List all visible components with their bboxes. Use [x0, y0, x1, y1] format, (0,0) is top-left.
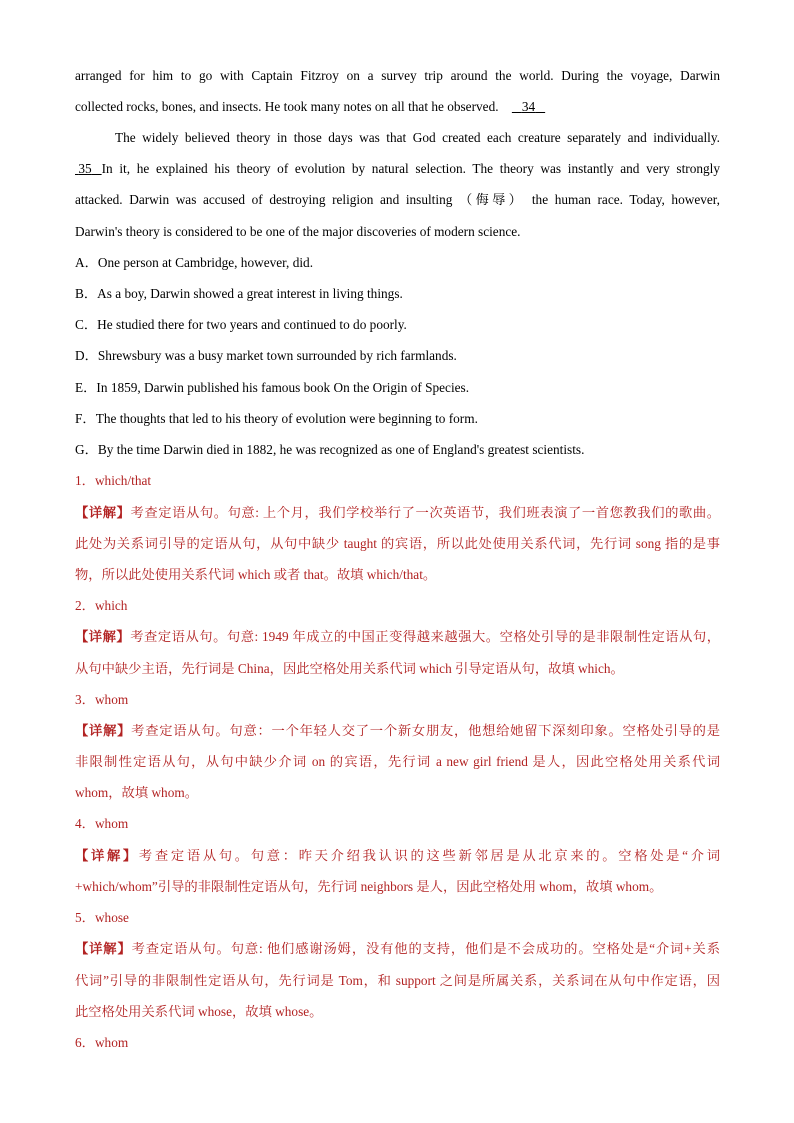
explanation-tag: 【详解】: [75, 941, 132, 956]
option-item: E．In 1859, Darwin published his famous book On the Origin of Species.: [75, 380, 470, 395]
explanation-line: 此空格处用关系代词 whose，故填 whose。: [75, 1004, 323, 1019]
option-item: A．One person at Cambridge, however, did.: [75, 255, 314, 270]
explanation-tag: 【详解】: [75, 505, 131, 520]
passage-line: [75, 160, 720, 178]
passage-text: In it, he explained his theory of evolution by natural selection. The theory was instantly and very strongly: [101, 161, 720, 176]
explanation-tag: 【详解】: [75, 723, 132, 738]
explanation-line: whom，故填 whom。: [75, 785, 198, 800]
answer-number: 3．whom: [75, 692, 129, 707]
option-item: B．As a boy, Darwin showed a great interest in living things.: [75, 286, 403, 301]
blank-35: 35: [78, 161, 92, 176]
option-item: G．By the time Darwin died in 1882, he was recognized as one of England's greatest scientists.: [75, 442, 585, 457]
explanation-tag: 【详解】: [75, 848, 139, 863]
answer-number: 4．whom: [75, 816, 129, 831]
option-item: C．He studied there for two years and continued to do poorly.: [75, 317, 407, 332]
explanation-line: +which/whom”引导的非限制性定语从句，先行词 neighbors 是人，因此空格处用 whom，故填 whom。: [75, 879, 663, 894]
passage-line: Darwin's theory is considered to be one of the major discoveries of modern science.: [75, 224, 521, 239]
passage-line: attacked. Darwin was accused of destroying religion and insulting （侮辱） the human race. Today, however,: [75, 192, 720, 207]
explanation-line: 【详解】考查定语从句。句意: 上个月，我们学校举行了一次英语节，我们班表演了一首您教我们的歌曲。: [75, 505, 720, 520]
explanation-line: 【详解】考查定语从句。句意: 1949 年成立的中国正变得越来越强大。空格处引导的是非限制性定语从句，: [75, 629, 721, 644]
explanation-tag: 【详解】: [75, 629, 131, 644]
answer-number: 5．whose: [75, 910, 129, 925]
explanation-line: 【详解】考查定语从句。句意：一个年轻人交了一个新女朋友，他想给她留下深刻印象。空格处引导的是: [75, 723, 721, 738]
answer-number: 1．which/that: [75, 473, 152, 488]
explanation-line: 【详解】考查定语从句。句意: 他们感谢汤姆，没有他的支持，他们是不会成功的。空格处是“介词+关系: [75, 941, 720, 956]
explanation-line: 物，所以此处使用关系代词 which 或者 that。故填 which/that。: [75, 567, 437, 582]
option-item: D．Shrewsbury was a busy market town surrounded by rich farmlands.: [75, 348, 457, 363]
option-item: F．The thoughts that led to his theory of evolution were beginning to form.: [75, 411, 478, 426]
passage-line: [75, 98, 720, 116]
passage-line: The widely believed theory in those days was that God created each creature separately and individually.: [115, 130, 720, 145]
explanation-line: 代词”引导的非限制性定语从句，先行词是 Tom，和 support 之间是所属关系，关系词在从句中作定语，因: [75, 973, 720, 988]
answer-number: 2．which: [75, 598, 128, 613]
passage-line: arranged for him to go with Captain Fitzroy on a survey trip around the world. During the voyage, Darwin: [75, 68, 720, 83]
passage-text: collected rocks, bones, and insects. He took many notes on all that he observed.: [75, 99, 499, 114]
blank-34: 34: [521, 99, 536, 114]
explanation-line: 非限制性定语从句，从句中缺少介词 on 的宾语，先行词 a new girl friend 是人，因此空格处用关系代词: [75, 754, 720, 769]
explanation-line: 此处为关系词引导的定语从句，从句中缺少 taught 的宾语，所以此处使用关系代词，先行词 song 指的是事: [75, 536, 720, 551]
explanation-line: 【详解】考查定语从句。句意：昨天介绍我认识的这些新邻居是从北京来的。空格处是“介词: [75, 848, 721, 863]
answer-number: 6．whom: [75, 1035, 129, 1050]
explanation-line: 从句中缺少主语，先行词是 China，因此空格处用关系代词 which 引导定语从句，故填 which。: [75, 661, 624, 676]
